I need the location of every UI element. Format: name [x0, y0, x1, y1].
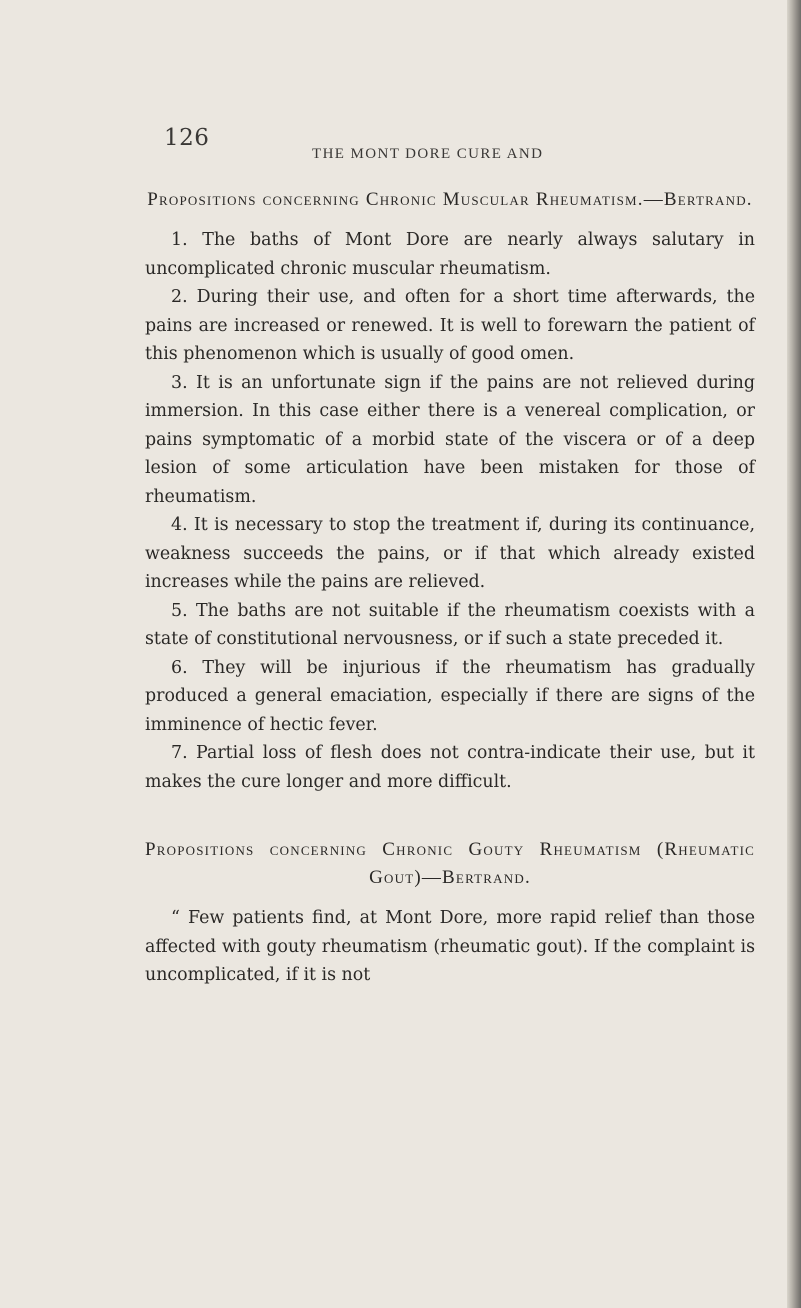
paragraph-6: 6. They will be injurious if the rheumatism has gradually produced a general emaciation, especially if there are signs of the imminence of hectic fever.	[145, 657, 755, 735]
page-number: 126	[164, 125, 210, 151]
page-edge-shadow	[787, 0, 801, 1308]
section-heading-gouty-rheumatism: Propositions concerning Chronic Gouty Rheumatism (Rheumatic Gout)—Bertrand.	[145, 839, 755, 888]
paragraph-4: 4. It is necessary to stop the treatment if, during its continuance, weakness succeeds the pains, or if that which already existed increases while the pains are relieved.	[145, 515, 755, 592]
paragraph-3: 3. It is an unfortunate sign if the pains are not relieved during immersion. In this case either there is a venereal complication, or pains symptomatic of a morbid state of the viscera or of a deep lesion of some articulation have been mistaken for those of rheumatism.	[145, 372, 755, 507]
body-text	[145, 186, 755, 990]
section-heading-muscular-rheumatism: Propositions concerning Chronic Muscular Rheumatism.—Bertrand.	[147, 189, 753, 210]
paragraph-7: 7. Partial loss of flesh does not contra-indicate their use, but it makes the cure longer and more difficult.	[145, 743, 755, 792]
running-head: THE MONT DORE CURE AND	[312, 146, 544, 162]
paragraph-gouty-1: “ Few patients find, at Mont Dore, more rapid relief than those affected with gouty rheumatism (rheumatic gout). If the complaint is uncomplicated, if it is not	[145, 908, 755, 985]
paragraph-2: 2. During their use, and often for a short time afterwards, the pains are increased or renewed. It is well to forewarn the patient of this phenomenon which is usually of good omen.	[145, 287, 755, 364]
paragraph-5: 5. The baths are not suitable if the rheumatism coexists with a state of constitutional nervousness, or if such a state preceded it.	[145, 600, 755, 649]
paragraph-1: 1. The baths of Mont Dore are nearly always salutary in uncomplicated chronic muscular rheumatism.	[145, 230, 755, 279]
